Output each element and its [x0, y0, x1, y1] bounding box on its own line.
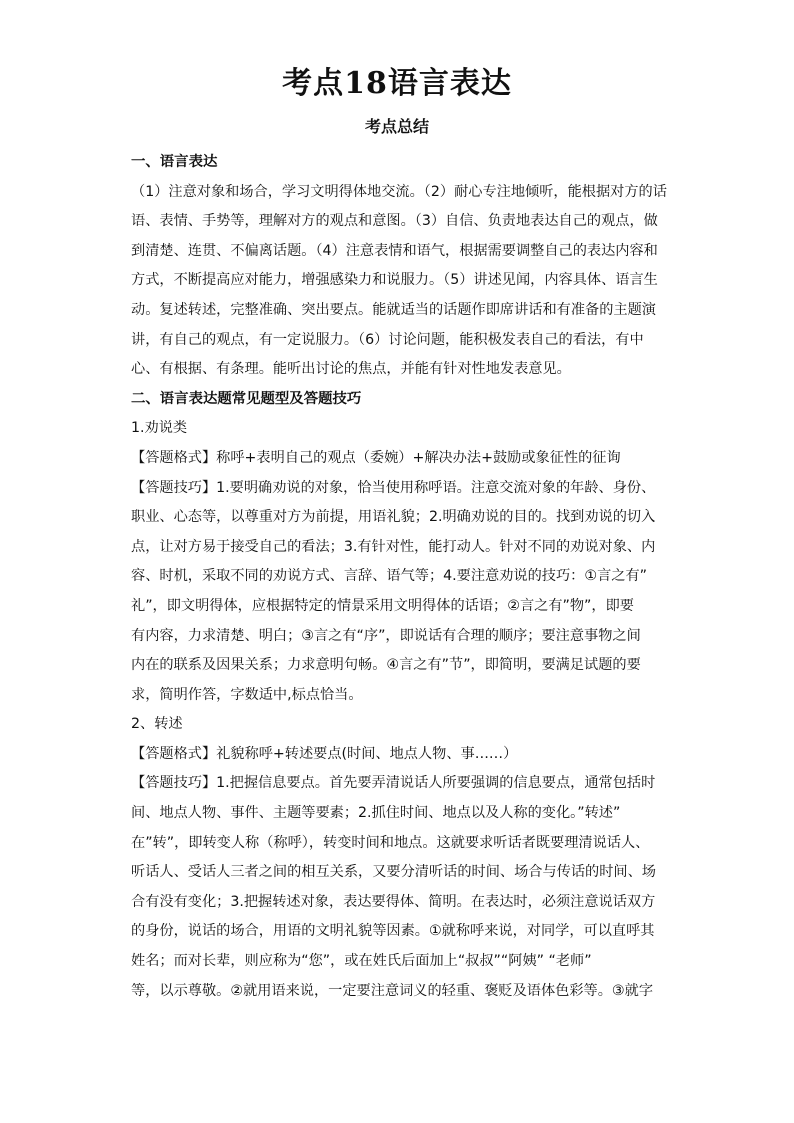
section-heading: 二、语言表达题常见题型及答题技巧 [131, 390, 362, 407]
paragraph-line: 姓名；而对长辈，则应称为“您”，或在姓氏后面加上“叔叔”“阿姨” “老师” [131, 953, 592, 970]
page-subtitle: 考点总结 [364, 117, 429, 136]
section-heading: 一、语言表达 [131, 154, 218, 170]
paragraph-line: 的身份，说话的场合，用语的文明礼貌等因素。①就称呼来说，对同学，可以直呼其 [131, 923, 655, 940]
paragraph-line: 合有没有变化；3.把握转述对象，表达要得体、简明。在表达时，必须注意说话双方 [131, 893, 656, 910]
paragraph-line: 到清楚、连贯、不偏离话题。（4）注意表情和语气，根据需要调整自己的表达内容和 [131, 242, 658, 259]
page-title: 考点18语言表达 [282, 66, 512, 101]
paragraph-line: 内在的联系及因果关系；力求意明句畅。④言之有”节”，即简明，要满足试题的要 [131, 657, 641, 674]
subsection-heading: 2、转述 [131, 716, 183, 733]
paragraph-line: 间、地点人物、事件、主题等要素；2.抓住时间、地点以及人称的变化。”转述” [131, 805, 621, 822]
paragraph-line: 方式，不断提高应对能力，增强感染力和说服力。（5）讲述见闻，内容具体、语言生 [131, 272, 658, 289]
paragraph-line: 容、时机，采取不同的劝说方式、言辞、语气等；4.要注意劝说的技巧：①言之有” [131, 568, 647, 585]
paragraph-line: 点，让对方易于接受自己的看法；3.有针对性，能打动人。针对不同的劝说对象、内 [131, 538, 656, 555]
paragraph-line: 礼”，即文明得体，应根据特定的情景采用文明得体的话语；②言之有”物”，即要 [131, 597, 634, 614]
paragraph-line: 语、表情、手势等，理解对方的观点和意图。（3）自信、负责地表达自己的观点，做 [131, 213, 658, 230]
paragraph-line: 【答题技巧】1.把握信息要点。首先要弄清说话人所要强调的信息要点，通常包括时 [131, 775, 656, 792]
paragraph-line: 心、有根据、有条理。能听出讨论的焦点，并能有针对性地发表意见。 [131, 361, 571, 378]
paragraph-line: （1）注意对象和场合，学习文明得体地交流。（2）耐心专注地倾听，能根据对方的话 [131, 183, 667, 200]
paragraph-line: 求，简明作答，字数适中,标点恰当。 [131, 686, 363, 703]
paragraph-line: 讲，有自己的观点，有一定说服力。（6）讨论问题，能积极发表自己的看法，有中 [131, 331, 644, 348]
paragraph-line: 动。复述转述，完整准确、突出要点。能就适当的话题作即席讲话和有准备的主题演 [131, 301, 656, 318]
paragraph-line: 【答题格式】称呼+表明自己的观点（委婉）+解决办法+鼓励或象征性的征询 [131, 449, 621, 466]
paragraph-line: 听话人、受话人三者之间的相互关系，又要分清听话的时间、场合与传话的时间、场 [131, 864, 656, 881]
document-body [131, 148, 676, 1006]
paragraph-line: 职业、心态等，以尊重对方为前提，用语礼貌；2.明确劝说的目的。找到劝说的切入 [131, 509, 656, 526]
paragraph-line: 有内容，力求清楚、明白；③言之有“序”，即说话有合理的顺序；要注意事物之间 [131, 627, 641, 644]
paragraph-line: 【答题格式】礼貌称呼+转述要点(时间、地点人物、事……） [131, 745, 518, 762]
subsection-heading: 1.劝说类 [131, 420, 188, 437]
paragraph-line: 在”转”，即转变人称（称呼），转变时间和地点。这就要求听话者既要理清说话人、 [131, 834, 650, 851]
paragraph-line: 【答题技巧】1.要明确劝说的对象，恰当使用称呼语。注意交流对象的年龄、身份、 [131, 479, 656, 496]
paragraph-line: 等，以示尊敬。②就用语来说，一定要注意词义的轻重、褒贬及语体色彩等。③就字 [131, 982, 654, 999]
